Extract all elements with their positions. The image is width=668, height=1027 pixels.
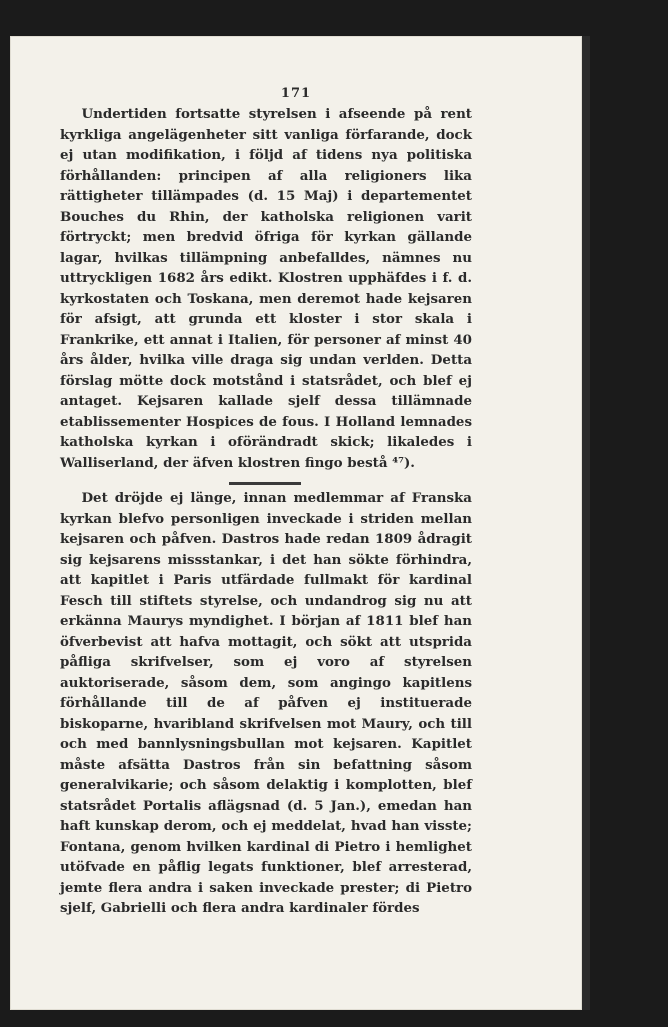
book-page xyxy=(10,36,582,1010)
page-number: 171 xyxy=(280,86,312,101)
section-divider xyxy=(229,482,301,485)
paragraph-2: Det dröjde ej länge, innan medlemmar af Franska kyrkan blefvo personligen inveckade i striden mellan kejsaren och påfven. Dastros hade redan 1809 ådragit sig kejsarens missstankar, i det han sökte förhindra, att kapitlet i Paris utfärdade fullmakt för kardinal Fesch till stiftets styrelse, och undandrog sig nu att erkänna Maurys myndighet. I början af 1811 blef han öfverbevist att hafva mottagit, och sökt att utsprida påfliga skrifvelser, som ej voro af styrelsen auktoriserade, såsom dem, som angingo kapitlens förhållande till de af påfven ej instituerade biskoparne, hvaribland skrifvelsen mot Maury, och till och med bannlysningsbullan mot kejsaren. Kapitlet måste afsätta Dastros från sin befattning såsom generalvikarie; och såsom delaktig i komplotten, blef statsrådet Portalis aflägsnad (d. 5 Jan.), emedan han haft kunskap derom, och ej meddelat, hvad han visste; Fontana, genom hvilken kardinal di Pietro i hemlighet utöfvade en påflig legats funktioner, blef arresterad, jemte flera andra i saken inveckade prester; di Pietro sjelf, Gabrielli och flera andra kardinaler fördes xyxy=(60,490,472,916)
paragraph-1: Undertiden fortsatte styrelsen i afseende på rent kyrkliga angelägenheter sitt vanliga förfarande, dock ej utan modifikation, i följd af tidens nya politiska förhållanden: principen af alla religioners lika rättigheter tillämpades (d. 15 Maj) i departementet Bouches du Rhin, der katholska religionen varit förtryckt; men bredvid öfriga för kyrkan gällande lagar, hvilkas tillämpning anbefalldes, nämnes nu uttryckligen 1682 års edikt. Klostren upphäfdes i f. d. kyrkostaten och Toskana, men deremot hade kejsaren för afsigt, att grunda ett kloster i stor skala i Frankrike, ett annat i Italien, för personer af minst 40 års ålder, hvilka ville draga sig undan verlden. Detta förslag mötte dock motstånd i statsrådet, och blef ej antaget. Kejsaren kallade sjelf dessa tillämnade etablissementer Hospices de fous. I Holland lemnades katholska kyrkan i oförändradt skick; likaledes i Walliserland, der äfven klostren fingo bestå ⁴⁷). xyxy=(60,106,472,471)
paragraph-2-block xyxy=(60,488,472,919)
page-edge-shadow xyxy=(582,36,590,1010)
paragraph-1-block xyxy=(60,104,472,473)
